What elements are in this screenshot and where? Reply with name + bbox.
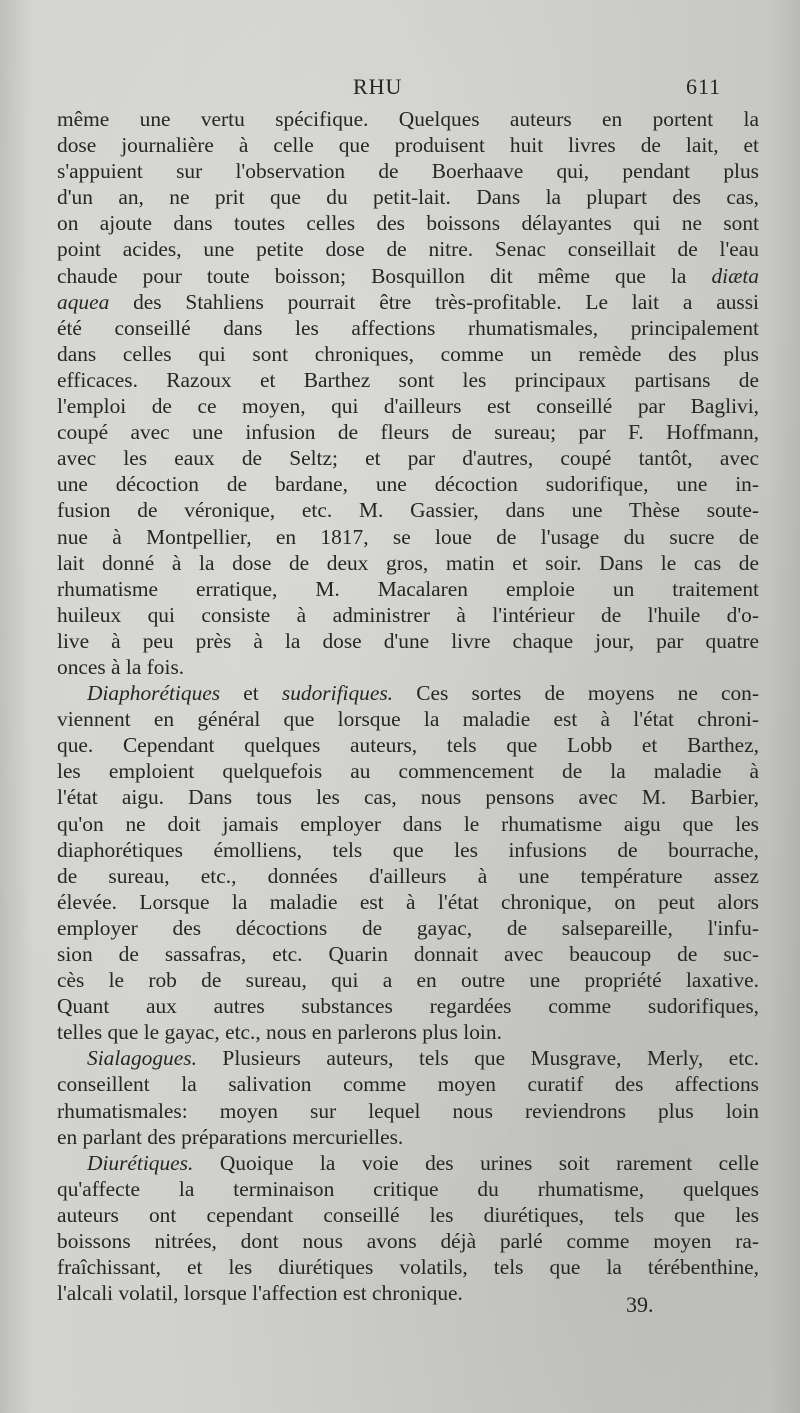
text-line: conseillent la salivation comme moyen curatif des affections: [57, 1072, 759, 1097]
text-line: dans celles qui sont chroniques, comme un remède des plus: [57, 341, 759, 366]
text-line: de sureau, etc., données d'ailleurs à une température assez: [57, 863, 759, 888]
text-line: Sialagogues. Plusieurs auteurs, tels que Musgrave, Merly, etc.: [87, 1046, 759, 1071]
text-line: Diaphorétiques et sudorifiques. Ces sortes de moyens ne con-: [87, 681, 759, 706]
text-line: même une vertu spécifique. Quelques auteurs en portent la: [57, 107, 759, 131]
text-line: une décoction de bardane, une décoction sudorifique, une in-: [57, 472, 759, 497]
text-line: nue à Montpellier, en 1817, se loue de l'usage du sucre de: [57, 524, 759, 549]
text-line: diaphorétiques émolliens, tels que les infusions de bourrache,: [57, 837, 759, 862]
text-line: rhumatisme erratique, M. Macalaren emploie un traitement: [57, 576, 759, 601]
text-line: onces à la fois.: [57, 654, 185, 679]
signature-mark: 39.: [626, 1292, 654, 1317]
text-line: sion de sassafras, etc. Quarin donnait avec beaucoup de suc-: [57, 942, 759, 966]
text-line: qu'affecte la terminaison critique du rhumatisme, quelques: [57, 1176, 759, 1201]
text-line: que. Cependant quelques auteurs, tels que Lobb et Barthez,: [57, 733, 759, 758]
text-line: efficaces. Razoux et Barthez sont les principaux partisans de: [57, 367, 759, 392]
text-line: Diurétiques. Quoique la voie des urines soit rarement celle: [87, 1150, 759, 1175]
paragraph-diuretiques: [57, 1150, 759, 1307]
text-line: live à peu près à la dose d'une livre chaque jour, par quatre: [57, 628, 759, 653]
paragraph-diaphoretiques: [57, 680, 759, 1045]
text-line: auteurs ont cependant conseillé les diurétiques, tels que les: [57, 1202, 759, 1227]
text-line: s'appuient sur l'observation de Boerhaave qui, pendant plus: [57, 159, 759, 184]
text-line: l'état aigu. Dans tous les cas, nous pensons avec M. Barbier,: [57, 785, 759, 810]
text-line: chaude pour toute boisson; Bosquillon dit même que la diæta: [57, 263, 759, 288]
text-line: l'alcali volatil, lorsque l'affection est chronique.: [57, 1281, 463, 1306]
running-head: [0, 74, 800, 104]
text-line: avec les eaux de Seltz; et par d'autres, coupé tantôt, avec: [57, 446, 759, 471]
text-line: Quant aux autres substances regardées comme sudorifiques,: [57, 994, 759, 1019]
text-line: rhumatismales: moyen sur lequel nous reviendrons plus loin: [57, 1098, 759, 1123]
text-line: élevée. Lorsque la maladie est à l'état chronique, on peut alors: [57, 889, 759, 914]
text-line: qu'on ne doit jamais employer dans le rhumatisme aigu que les: [57, 811, 759, 836]
page-number: 611: [686, 74, 722, 99]
text-line: point acides, une petite dose de nitre. Senac conseillait de l'eau: [57, 237, 759, 262]
text-line: viennent en général que lorsque la maladie est à l'état chroni-: [57, 707, 759, 732]
text-line: cès le rob de sureau, qui a en outre une propriété laxative.: [57, 968, 759, 993]
paragraph-lait: [57, 106, 759, 680]
text-line: fusion de véronique, etc. M. Gassier, dans une Thèse soute-: [57, 498, 759, 523]
running-title: RHU: [353, 74, 403, 99]
text-line: dose journalière à celle que produisent huit livres de lait, et: [57, 133, 759, 158]
text-line: telles que le gayac, etc., nous en parlerons plus loin.: [57, 1020, 502, 1045]
text-line: huileux qui consiste à administrer à l'intérieur de l'huile d'o-: [57, 602, 759, 627]
text-line: coupé avec une infusion de fleurs de sureau; par F. Hoffmann,: [57, 420, 759, 445]
text-line: d'un an, ne prit que du petit-lait. Dans la plupart des cas,: [57, 185, 759, 210]
text-line: en parlant des préparations mercurielles.: [57, 1124, 404, 1149]
text-line: aquea des Stahliens pourrait être très-profitable. Le lait a aussi: [57, 289, 759, 314]
text-line: on ajoute dans toutes celles des boissons délayantes qui ne sont: [57, 211, 759, 236]
text-line: les emploient quelquefois au commencement de la maladie à: [57, 759, 759, 784]
text-line: l'emploi de ce moyen, qui d'ailleurs est conseillé par Baglivi,: [57, 394, 759, 419]
text-line: fraîchissant, et les diurétiques volatils, tels que la térébenthine,: [57, 1255, 759, 1280]
text-line: lait donné à la dose de deux gros, matin et soir. Dans le cas de: [57, 550, 759, 575]
body-text: [57, 106, 759, 1306]
text-line: employer des décoctions de gayac, de salsepareille, l'infu-: [57, 915, 759, 940]
text-line: boissons nitrées, dont nous avons déjà parlé comme moyen ra-: [57, 1229, 759, 1254]
text-line: été conseillé dans les affections rhumatismales, principalement: [57, 315, 759, 340]
paragraph-sialagogues: [57, 1045, 759, 1149]
